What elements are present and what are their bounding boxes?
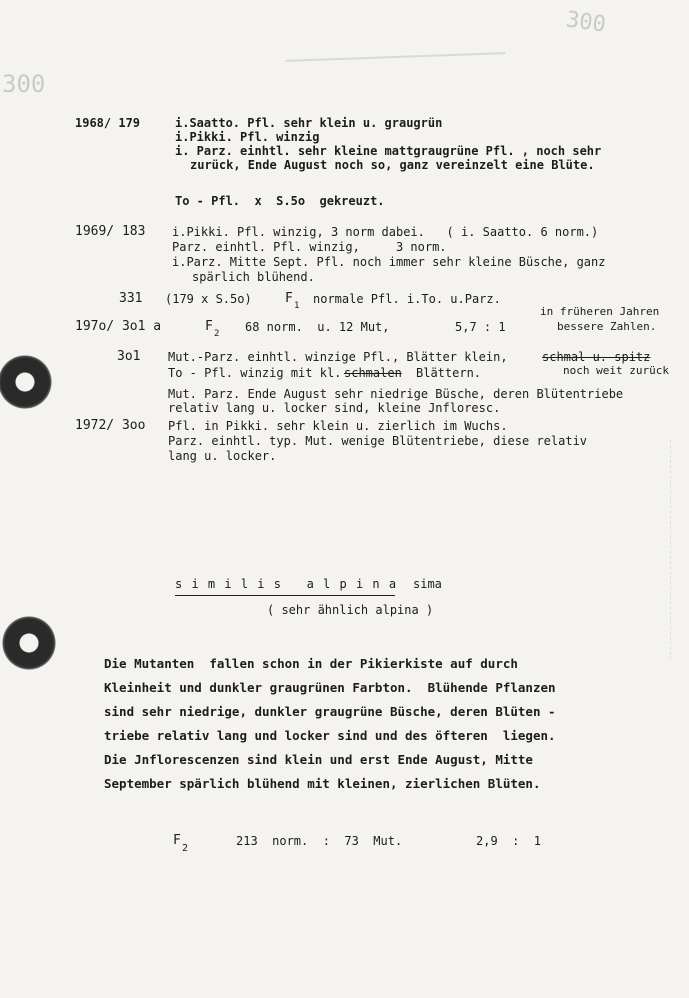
- entry-label-1969: 1969/ 183: [75, 224, 146, 239]
- description-line: sind sehr niedrige, dunkler graugrüne Büsche, deren Blüten -: [104, 704, 556, 719]
- description-line: September spärlich blühend mit kleinen, zierlichen Blüten.: [104, 776, 541, 791]
- entry-1968-line4: zurück, Ende August noch so, ganz vereinzelt eine Blüte.: [190, 158, 595, 172]
- entry-331-number: 331: [119, 291, 143, 306]
- punch-hole-top: [0, 355, 52, 409]
- entry-1970-ratio: 5,7 : 1: [455, 320, 506, 334]
- summary-counts: 213 norm. : 73 Mut.: [236, 834, 403, 848]
- species-subtitle: ( sehr ähnlich alpina ): [267, 603, 434, 617]
- entry-1970-counts: 68 norm. u. 12 Mut,: [245, 320, 390, 334]
- description-line: Die Jnflorescenzen sind klein und erst Ende August, Mitte: [104, 752, 533, 767]
- entry-label-1968: 1968/ 179: [75, 116, 141, 130]
- entry-1972-line2: Parz. einhtl. typ. Mut. wenige Blütentriebe, diese relativ: [168, 434, 588, 448]
- entry-301-line1: Mut.-Parz. einhtl. winzige Pfl., Blätter klein,: [168, 350, 508, 364]
- entry-1969-line4: spärlich blühend.: [192, 270, 315, 284]
- description-line: Kleinheit und dunkler graugrünen Farbton. Blühende Pflanzen: [104, 680, 556, 695]
- entry-1968-line5: To - Pfl. x S.5o gekreuzt.: [175, 194, 385, 208]
- summary-f: F: [173, 833, 181, 848]
- entry-1970-note2: bessere Zahlen.: [557, 320, 657, 333]
- entry-301-line4: relativ lang u. locker sind, kleine Jnfloresc.: [168, 401, 501, 415]
- entry-331-text: normale Pfl. i.To. u.Parz.: [313, 292, 501, 306]
- entry-1969-line1: i.Pikki. Pfl. winzig, 3 norm dabei. ( i. Saatto. 6 norm.): [172, 225, 599, 239]
- faint-page-number: 300: [564, 7, 608, 38]
- entry-301-line2a: To - Pfl. winzig mit kl.: [168, 366, 342, 380]
- punch-hole-bottom: [2, 616, 56, 670]
- title-underline: [175, 595, 395, 596]
- entry-1968-line2: i.Pikki. Pfl. winzig: [175, 130, 320, 144]
- summary-ratio: 2,9 : 1: [476, 834, 542, 848]
- entry-301-line2b: Blättern.: [416, 366, 482, 380]
- faint-handwriting: [285, 36, 505, 62]
- entry-1970-note1: in früheren Jahren: [540, 305, 660, 318]
- entry-301-number: 3o1: [117, 349, 141, 364]
- entry-301-note: noch weit zurück: [563, 364, 669, 377]
- entry-label-1972: 1972/ 3oo: [75, 418, 146, 433]
- species-abbreviation: sima: [413, 577, 442, 591]
- entry-301-struck2: schmalen: [344, 366, 402, 380]
- entry-1972-line1: Pfl. in Pikki. sehr klein u. zierlich im Wuchs.: [168, 419, 508, 433]
- description-line: triebe relativ lang und locker sind und des öfteren liegen.: [104, 728, 556, 743]
- entry-1968-line1: i.Saatto. Pfl. sehr klein u. graugrün: [175, 116, 443, 130]
- summary-f-sub: 2: [182, 843, 189, 854]
- faint-margin-number: 300: [2, 70, 46, 98]
- entry-label-1970: 197o/ 3o1 a: [75, 319, 162, 334]
- entry-1972-line3: lang u. locker.: [168, 449, 277, 463]
- description-line: Die Mutanten fallen schon in der Pikierkiste auf durch: [104, 656, 518, 671]
- entry-301-struck: schmal u. spitz: [542, 350, 651, 364]
- entry-1970-f-sub: 2: [214, 329, 220, 339]
- entry-331-cross: (179 x S.5o): [165, 292, 252, 306]
- entry-1969-line2: Parz. einhtl. Pfl. winzig, 3 norm.: [172, 240, 447, 254]
- entry-331-f-sub: 1: [294, 301, 300, 311]
- entry-1969-line3: i.Parz. Mitte Sept. Pfl. noch immer sehr kleine Büsche, ganz: [172, 255, 606, 269]
- entry-331-f: F: [285, 291, 293, 306]
- species-title: s i m i l i s a l p i n a: [175, 577, 398, 591]
- entry-1968-line3: i. Parz. einhtl. sehr kleine mattgraugrüne Pfl. , noch sehr: [175, 144, 602, 158]
- faint-bleed-lines: [560, 440, 671, 660]
- entry-1970-f: F: [205, 319, 213, 334]
- entry-301-line3: Mut. Parz. Ende August sehr niedrige Büsche, deren Blütentriebe: [168, 387, 624, 401]
